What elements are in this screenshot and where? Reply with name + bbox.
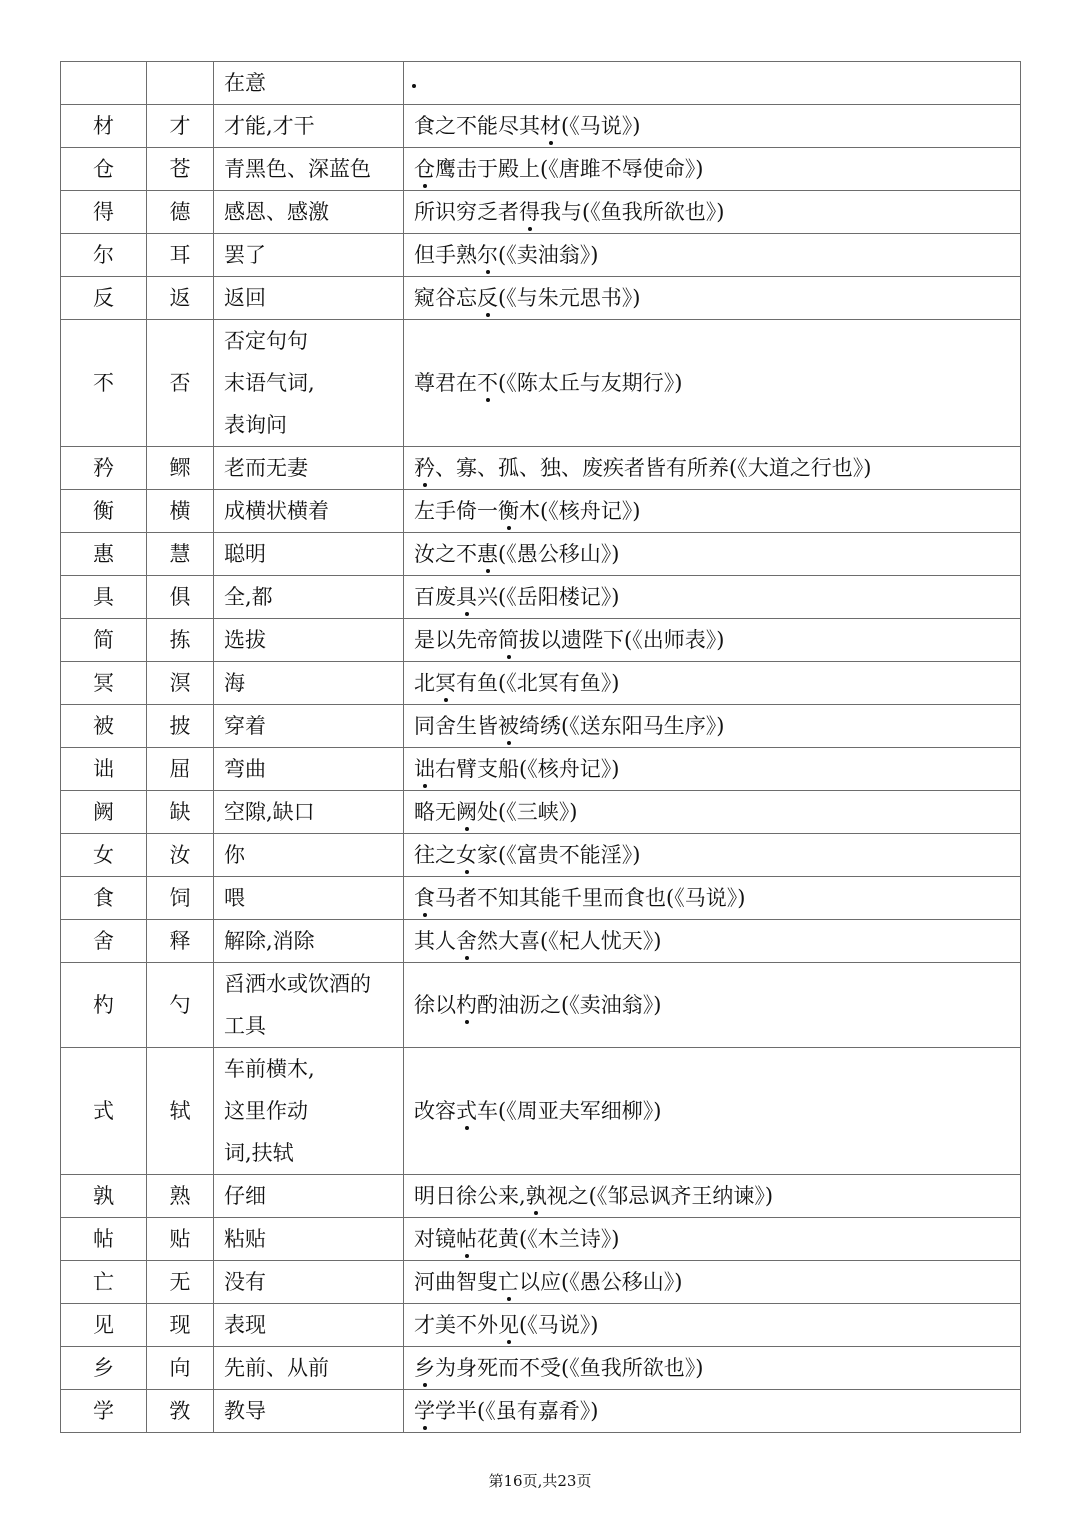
example-text-before: 百废 [414,585,456,609]
meaning-line: 成横状横着 [224,499,329,523]
example-cell [404,1347,1021,1390]
variant-char-cell: 鳏 [147,447,214,490]
original-char-cell: 被 [61,705,147,748]
example-text-after: 为身死而不受(《鱼我所欲也》) [435,1356,704,1380]
variant-char-cell: 慧 [147,533,214,576]
original-char-cell: 乡 [61,1347,147,1390]
table-row [61,234,1021,277]
meaning-line: 穿着 [224,714,266,738]
original-char-cell: 舍 [61,920,147,963]
variant-char-cell: 耳 [147,234,214,277]
variant-char-cell: 苍 [147,148,214,191]
table-row [61,1261,1021,1304]
table-row [61,705,1021,748]
table-row [61,1175,1021,1218]
meaning-cell [214,705,404,748]
meaning-cell [214,533,404,576]
meaning-line: 弯曲 [224,757,266,781]
table-row [61,447,1021,490]
example-cell [404,619,1021,662]
variant-char-cell: 屈 [147,748,214,791]
dotted-char: 材 [540,105,561,147]
variant-char-cell: 缺 [147,791,214,834]
meaning-line: 在意 [224,71,266,95]
dotted-char: 得 [519,191,540,233]
table-row [61,277,1021,320]
dotted-char: 被 [498,705,519,747]
original-char-cell: 衡 [61,490,147,533]
example-text-before: 窥谷忘 [414,286,477,310]
meaning-line: 表询问 [224,413,287,437]
example-cell [404,576,1021,619]
meaning-cell [214,791,404,834]
meaning-line: 喂 [224,886,245,910]
example-text-before: 才美不外 [414,1313,498,1337]
example-text-before: 但手熟 [414,243,477,267]
example-text-after: (《与朱元思书》) [498,286,641,310]
meaning-cell [214,490,404,533]
dotted-char: 矜 [414,447,435,489]
dotted-char: 乡 [414,1347,435,1389]
meaning-line: 工具 [224,1014,266,1038]
meaning-line: 罢了 [224,243,266,267]
meaning-line: 没有 [224,1270,266,1294]
original-char-cell: 简 [61,619,147,662]
dotted-char: 冥 [435,662,456,704]
meaning-line: 解除,消除 [224,929,315,953]
meaning-cell [214,877,404,920]
meaning-line: 表现 [224,1313,266,1337]
meaning-line: 否定句句 [224,329,308,353]
table-row [61,920,1021,963]
meaning-cell [214,920,404,963]
variant-char-cell: 溟 [147,662,214,705]
meaning-line: 舀洒水或饮酒的 [224,972,371,996]
original-char-cell: 孰 [61,1175,147,1218]
example-text-after: (《愚公移山》) [498,542,620,566]
example-cell [404,748,1021,791]
example-cell [404,447,1021,490]
original-char-cell: 学 [61,1390,147,1433]
original-char-cell: 矜 [61,447,147,490]
example-text-before: 改容 [414,1099,456,1123]
table-row [61,877,1021,920]
example-text-after: 拔以遗陛下(《出师表》) [519,628,725,652]
variant-char-cell: 敩 [147,1390,214,1433]
example-text-before: 所识穷乏者 [414,200,519,224]
original-char-cell: 冥 [61,662,147,705]
meaning-cell [214,105,404,148]
example-cell [404,62,1021,105]
example-cell [404,320,1021,447]
dotted-char: 亡 [498,1261,519,1303]
example-cell [404,963,1021,1048]
dotted-char: 具 [456,576,477,618]
meaning-line: 这里作动 [224,1099,308,1123]
variant-char-cell: 贴 [147,1218,214,1261]
original-char-cell: 食 [61,877,147,920]
example-cell [404,277,1021,320]
variant-char-cell: 德 [147,191,214,234]
original-char-cell: 仓 [61,148,147,191]
meaning-line: 聪明 [224,542,266,566]
table-row [61,1304,1021,1347]
table-row [61,576,1021,619]
meaning-line: 粘贴 [224,1227,266,1251]
original-char-cell: 诎 [61,748,147,791]
example-text-before: 北 [414,671,435,695]
original-char-cell: 阙 [61,791,147,834]
meaning-line: 全,都 [224,585,273,609]
example-cell [404,490,1021,533]
variant-char-cell: 向 [147,1347,214,1390]
example-text-after: (《陈太丘与友期行》) [498,371,683,395]
original-char-cell: 反 [61,277,147,320]
meaning-line: 海 [224,671,245,695]
meaning-cell [214,1304,404,1347]
example-text-after: 处(《三峡》) [477,800,578,824]
example-text-after: 学半(《虽有嘉肴》) [435,1399,599,1423]
example-text-before: 是以先帝 [414,628,498,652]
variant-char-cell [147,62,214,105]
meaning-cell [214,1261,404,1304]
example-text-before: 其人 [414,929,456,953]
page-footer: 第16页,共23页 [488,1472,592,1490]
table-row [61,963,1021,1048]
example-cell [404,1048,1021,1175]
example-text-before: 尊君在 [414,371,477,395]
table-row [61,105,1021,148]
example-cell [404,920,1021,963]
table-row [61,662,1021,705]
meaning-cell [214,234,404,277]
example-text-after: 酌油沥之(《卖油翁》) [477,993,662,1017]
example-cell [404,1218,1021,1261]
example-text-before: 河曲智叟 [414,1270,498,1294]
example-cell [404,877,1021,920]
example-text-after: 马者不知其能千里而食也(《马说》) [435,886,746,910]
meaning-line: 空隙,缺口 [224,800,315,824]
meaning-line: 教导 [224,1399,266,1423]
example-text-before: 汝之不 [414,542,477,566]
dotted-char: 仓 [414,148,435,190]
table-row [61,748,1021,791]
variant-char-cell: 熟 [147,1175,214,1218]
variant-char-cell: 返 [147,277,214,320]
example-cell [404,791,1021,834]
example-cell [404,834,1021,877]
table-row [61,62,1021,105]
meaning-line: 返回 [224,286,266,310]
table-row [61,490,1021,533]
dotted-char: 舍 [456,920,477,962]
example-text-after: (《卖油翁》) [498,243,599,267]
example-text-after: 有鱼(《北冥有鱼》) [456,671,620,695]
example-text-after: 木(《核舟记》) [519,499,641,523]
meaning-line: 末语气词, [224,371,315,395]
meaning-cell [214,277,404,320]
dotted-char: 见 [498,1304,519,1346]
meaning-cell [214,576,404,619]
meaning-cell [214,320,404,447]
example-text-before: 明日徐公来, [414,1184,526,1208]
table-row [61,533,1021,576]
variant-char-cell: 勺 [147,963,214,1048]
example-cell [404,148,1021,191]
original-char-cell: 尔 [61,234,147,277]
example-text-after: 花黄(《木兰诗》) [477,1227,620,1251]
example-text-before: 食之不能尽其 [414,114,540,138]
meaning-line: 选拔 [224,628,266,652]
table-row [61,191,1021,234]
variant-char-cell: 横 [147,490,214,533]
original-char-cell: 材 [61,105,147,148]
meaning-cell [214,834,404,877]
example-cell [404,234,1021,277]
original-char-cell: 杓 [61,963,147,1048]
meaning-line: 老而无妻 [224,456,308,480]
original-char-cell: 帖 [61,1218,147,1261]
meaning-cell [214,1218,404,1261]
variant-char-cell: 无 [147,1261,214,1304]
meaning-line: 你 [224,843,245,867]
variant-char-cell: 否 [147,320,214,447]
original-char-cell: 不 [61,320,147,447]
original-char-cell: 惠 [61,533,147,576]
meaning-line: 车前横木, [224,1057,315,1081]
meaning-cell [214,662,404,705]
example-cell [404,705,1021,748]
example-text-after: 右臂支船(《核舟记》) [435,757,620,781]
original-char-cell: 亡 [61,1261,147,1304]
table-row [61,1390,1021,1433]
meaning-line: 感恩、感激 [224,200,329,224]
example-text-after: (《马说》) [519,1313,599,1337]
dotted-char: 不 [477,362,498,404]
dotted-char: 尔 [477,234,498,276]
dotted-char: 食 [414,877,435,919]
table-row [61,834,1021,877]
dotted-char: 反 [477,277,498,319]
example-text-before: 徐以 [414,993,456,1017]
example-cell [404,1175,1021,1218]
example-text-after: 绮绣(《送东阳马生序》) [519,714,725,738]
dotted-char: 式 [456,1090,477,1132]
original-char-cell: 见 [61,1304,147,1347]
dotted-char: 衡 [498,490,519,532]
dotted-char: 孰 [526,1175,547,1217]
original-char-cell: 式 [61,1048,147,1175]
example-text-after: 车(《周亚夫军细柳》) [477,1099,662,1123]
meaning-line: 才能,才干 [224,114,315,138]
example-text-after: 我与(《鱼我所欲也》) [540,200,725,224]
example-text-after: 然大喜(《杞人忧天》) [477,929,662,953]
table-row [61,1347,1021,1390]
example-cell [404,191,1021,234]
variant-char-cell: 轼 [147,1048,214,1175]
meaning-cell [214,1347,404,1390]
table-row [61,619,1021,662]
variant-char-cell: 汝 [147,834,214,877]
example-text-after: (《马说》) [561,114,641,138]
table-row [61,791,1021,834]
tongjia-table [60,61,1021,1433]
dotted-char: 阙 [456,791,477,833]
variant-char-cell: 现 [147,1304,214,1347]
meaning-cell [214,748,404,791]
dotted-char: 简 [498,619,519,661]
dotted-char: 诎 [414,748,435,790]
meaning-cell [214,1048,404,1175]
dotted-char: 女 [456,834,477,876]
meaning-cell [214,447,404,490]
example-text-after: 家(《富贵不能淫》) [477,843,641,867]
table-row [61,1048,1021,1175]
table-row [61,148,1021,191]
variant-char-cell: 才 [147,105,214,148]
meaning-cell [214,1175,404,1218]
table-row [61,1218,1021,1261]
dotted-char: 帖 [456,1218,477,1260]
meaning-cell [214,191,404,234]
meaning-cell [214,619,404,662]
original-char-cell: 得 [61,191,147,234]
variant-char-cell: 披 [147,705,214,748]
variant-char-cell: 俱 [147,576,214,619]
example-text-before: 同舍生皆 [414,714,498,738]
meaning-cell [214,963,404,1048]
meaning-line: 青黑色、深蓝色 [224,157,371,181]
example-cell [404,105,1021,148]
meaning-line: 仔细 [224,1184,266,1208]
example-cell [404,1261,1021,1304]
example-cell [404,662,1021,705]
example-text-after: 、寡、孤、独、废疾者皆有所养(《大道之行也》) [435,456,872,480]
meaning-line: 先前、从前 [224,1356,329,1380]
example-text-before: 略无 [414,800,456,824]
variant-char-cell: 释 [147,920,214,963]
meaning-cell [214,1390,404,1433]
example-text-after: 视之(《邹忌讽齐王纳谏》) [546,1184,774,1208]
table-row [61,320,1021,447]
example-cell [404,533,1021,576]
meaning-line: 词,扶轼 [224,1141,294,1165]
variant-char-cell: 拣 [147,619,214,662]
example-text-before: 往之 [414,843,456,867]
example-cell [404,1304,1021,1347]
meaning-cell [214,62,404,105]
original-char-cell [61,62,147,105]
dotted-char: 学 [414,1390,435,1432]
example-text-before: 对镜 [414,1227,456,1251]
example-text-after: 兴(《岳阳楼记》) [477,585,620,609]
example-cell [404,1390,1021,1433]
example-text-after: 鹰击于殿上(《唐雎不辱使命》) [435,157,704,181]
example-text-before: 左手倚一 [414,499,498,523]
dotted-char: 惠 [477,533,498,575]
original-char-cell: 女 [61,834,147,877]
original-char-cell: 具 [61,576,147,619]
variant-char-cell: 饲 [147,877,214,920]
meaning-cell [214,148,404,191]
dotted-char: 杓 [456,984,477,1026]
example-text-after: 以应(《愚公移山》) [519,1270,683,1294]
